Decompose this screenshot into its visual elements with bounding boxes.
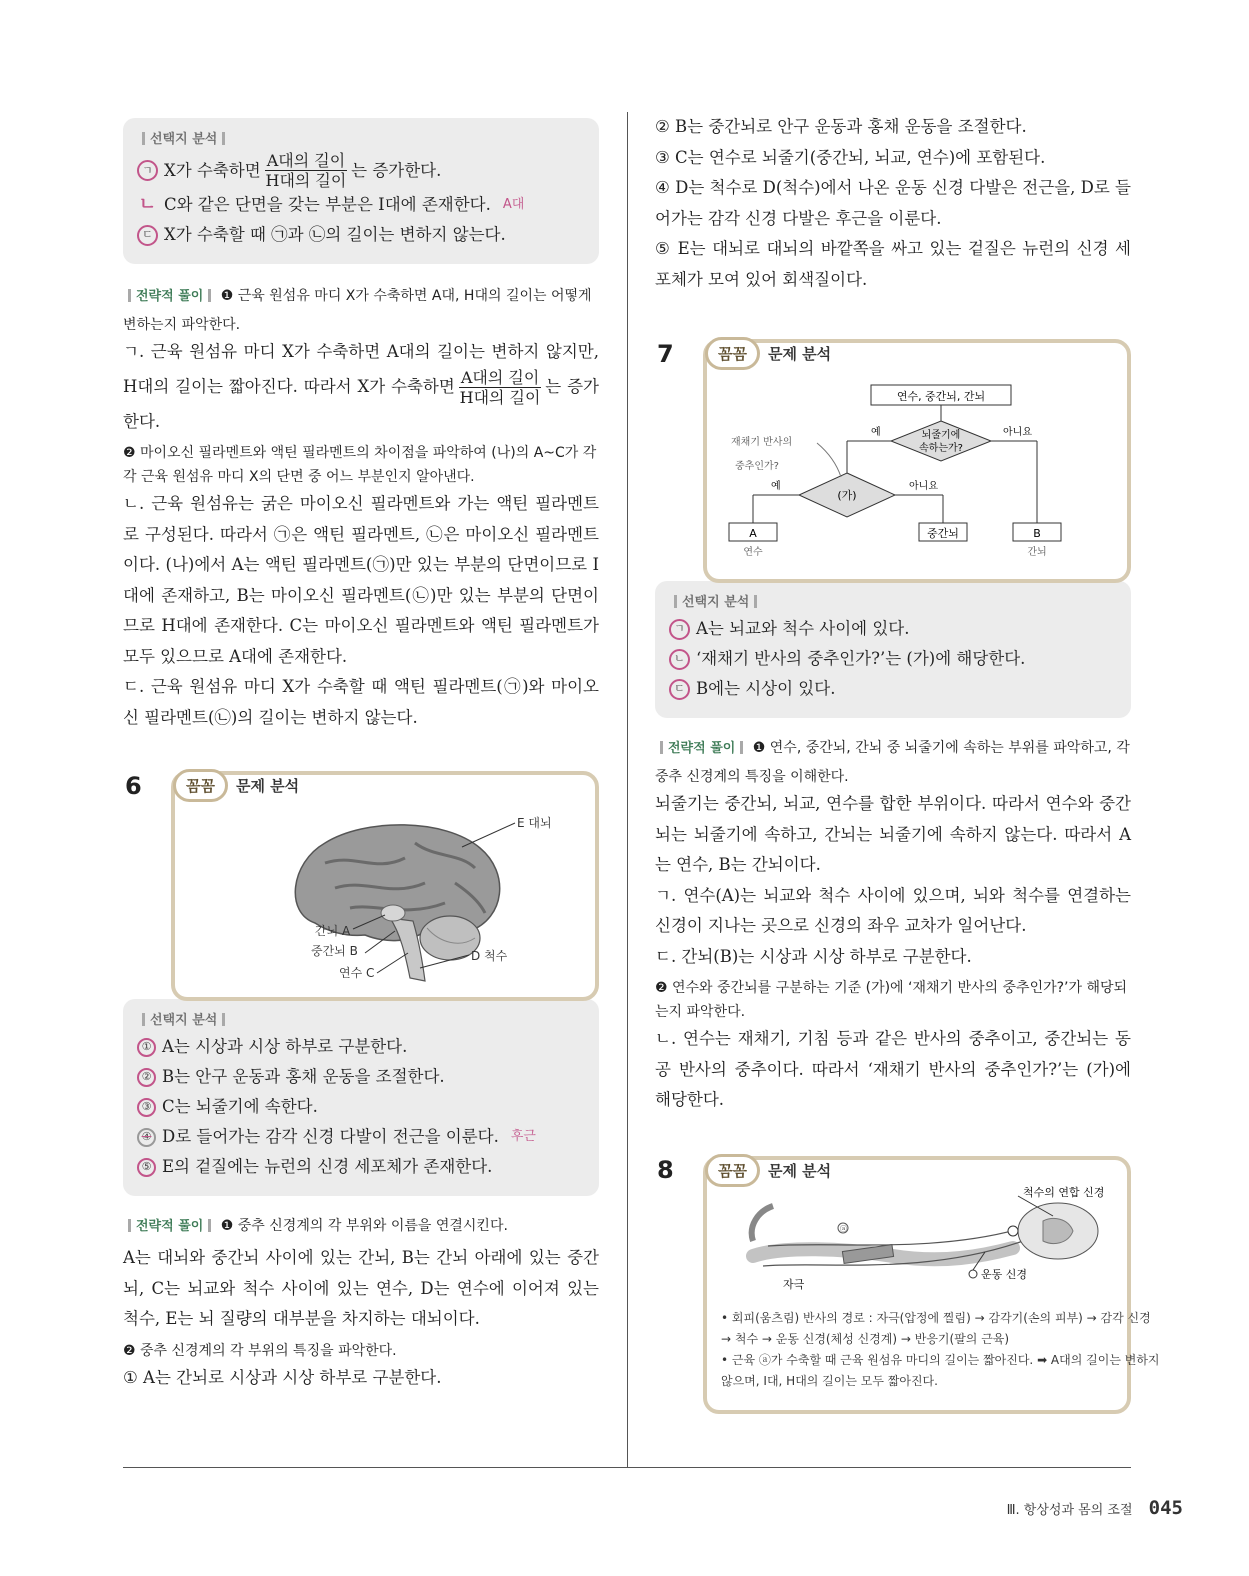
right-column: ② B는 중간뇌로 안구 운동과 홍채 운동을 조절한다. ③ C는 연수로 뇌줄기(중간뇌, 뇌교, 연수)에 포함된다. ④ D는 척수로 D(척수)에서 나온 운동 신경 다발은 전근을, D로 들어가는 감각 신경 다발은 후근을 이룬다. ⑤ E는 대뇌로 대뇌의 바깥쪽을 싸고 있는 겉질은 뉴런의 신경 세포체가 모여 있어 회색질이다. 7 꼼꼼 문제 분석 연수, 중간뇌, 간뇌 뇌줄기에 속하는가? 예 아니요 (가) 예 아니요 재채기 반사의 중추인가? A 연수 중간뇌 B 간뇌 선택지 분석 ㄱ A는 뇌교와 척수 사이에 있다. ㄴ ‘재채기 반사의 중추인가?’는 (가)에 해당한다. ㄷ B에는 시상이 있다. 전략적 풀이 ❶ 연수, 중간뇌, 간뇌 중 뇌줄기에 속하는 부위를 파악하고, 각 중추 신경계의 특징을 이해한다. 뇌줄기는 중간뇌, 뇌교, 연수를 합한 부위이다. 따라서 연수와 중간뇌는 뇌줄기에 속하고, 간뇌는 뇌줄기에 속하지 않는다. 따라서 A는 연수, B는 간뇌이다. ㄱ. 연수(A)는 뇌교와 척수 사이에 있으며, 뇌와 척수를 연결하는 신경이 지나는 곳으로 신경의 좌우 교차가 일어난다. ㄷ. 간뇌(B)는 시상과 시상 하부로 구분한다. ❷ 연수와 중간뇌를 구분하는 기준 (가)에 ‘재채기 반사의 중추인가?’가 해당되는지 파악한다. ㄴ. 연수는 재채기, 기침 등과 같은 반사의 중추이고, 중간뇌는 동공 반사의 중추이다. 따라서 ‘재채기 반사의 중추인가?’는 (가)에 해당한다. 8 꼼꼼 문제 분석 ⓐ 척수의 연합 신경 자극 운동 신경 • 회피(움츠림) 반사의 경로 : 자극(압정에 찔림) → 감각기(손의 피부) → 감각 신경 → 척수 → 운동 신경(체성 신경계) → 반응기(팔의 근육) • 근육 ⓐ가 수축할 때 근육 원섬유 마디의 길이는 짧아진다. ➡ A대의 길이는 변하지 않으며, I대, H대의 길이는 모두 짧아진다. xyxy=(655,112,1131,1414)
circled-mark: ㄱ xyxy=(137,160,158,181)
crossed-mark: ㄴ xyxy=(138,194,157,215)
choice-option-3: ③ C는 뇌줄기에 속한다. xyxy=(137,1092,585,1122)
flowchart xyxy=(711,373,1131,573)
svg-text:(가): (가) xyxy=(837,489,857,502)
left-column xyxy=(123,112,599,1393)
svg-text:중간뇌: 중간뇌 xyxy=(927,527,959,540)
svg-text:아니요: 아니요 xyxy=(909,481,938,492)
label-c: 연수 C xyxy=(339,966,375,980)
choice-option-1: ① A는 시상과 시상 하부로 구분한다. xyxy=(137,1032,585,1062)
correction-note: A대 xyxy=(502,197,525,212)
svg-text:B: B xyxy=(1033,527,1041,540)
choice-option-1: ㄱ A는 뇌교와 척수 사이에 있다. xyxy=(669,614,1117,644)
circled-mark: ㄷ xyxy=(137,225,158,246)
choice-analysis-box-7: 선택지 분석 ㄱ A는 뇌교와 척수 사이에 있다. ㄴ ‘재채기 반사의 중추인가?’는 (가)에 해당한다. ㄷ B에는 시상이 있다. xyxy=(655,581,1131,718)
choice-option-1: ㄱ X가 수축하면 $\frac{\text{A대의 길이}}{\text{H대의 길이}}$ 는 증가한다. xyxy=(137,151,585,190)
fraction: $\frac{\text{A대의 길이}}{\text{H대의 길이}}$ xyxy=(459,367,541,407)
svg-text:자극: 자극 xyxy=(783,1277,805,1291)
reflex-arc-illustration xyxy=(723,1186,1123,1296)
choice-option-2: ㄴ C와 같은 단면을 갖는 부분은 I대에 존재한다. A대 xyxy=(137,190,585,220)
svg-text:아니요: 아니요 xyxy=(1003,427,1032,438)
svg-text:연수: 연수 xyxy=(743,547,763,558)
problem-7 xyxy=(655,339,1131,718)
label-a: 간뇌 A xyxy=(315,924,351,938)
svg-text:척수의 연합 신경: 척수의 연합 신경 xyxy=(1023,1185,1105,1199)
choice-analysis-box-5 xyxy=(123,118,599,264)
choice-analysis-box-6: 선택지 분석 ① A는 시상과 시상 하부로 구분한다. ② B는 안구 운동과 홍채 운동을 조절한다. ③ C는 뇌줄기에 속한다. ④ D로 들어가는 감각 신경 다발이 전근을 이룬다. 후근 ⑤ E의 겉질에는 뉴런의 신경 세포체가 존재한다. xyxy=(123,999,599,1196)
flow-start: 연수, 중간뇌, 간뇌 xyxy=(896,390,986,403)
section-title: Ⅲ. 항상성과 몸의 조절 xyxy=(1006,1503,1133,1518)
column-divider xyxy=(627,112,628,1467)
bottom-rule xyxy=(123,1467,1131,1468)
label-b: 중간뇌 B xyxy=(311,944,358,958)
svg-text:ⓐ: ⓐ xyxy=(840,1224,847,1233)
svg-text:중추인가?: 중추인가? xyxy=(735,461,779,472)
svg-text:운동 신경: 운동 신경 xyxy=(981,1267,1028,1281)
brain-illustration xyxy=(215,803,635,993)
choice-option-4: ④ D로 들어가는 감각 신경 다발이 전근을 이룬다. 후근 xyxy=(137,1122,585,1152)
page-number: 045 xyxy=(1148,1497,1183,1519)
problem-6-frame xyxy=(125,771,599,1001)
label-d: D 척수 xyxy=(471,949,508,963)
strategy-solution-7: 전략적 풀이 ❶ 연수, 중간뇌, 간뇌 중 뇌줄기에 속하는 부위를 파악하고, 각 중추 신경계의 특징을 이해한다. 뇌줄기는 중간뇌, 뇌교, 연수를 합한 부위이다. 따라서 연수와 중간뇌는 뇌줄기에 속하고, 간뇌는 뇌줄기에 속하지 않는다. 따라서 A는 연수, B는 간뇌이다. ㄱ. 연수(A)는 뇌교와 척수 사이에 있으며, 뇌와 척수를 연결하는 신경이 지나는 곳으로 신경의 좌우 교차가 일어난다. ㄷ. 간뇌(B)는 시상과 시상 하부로 구분한다. ❷ 연수와 중간뇌를 구분하는 기준 (가)에 ‘재채기 반사의 중추인가?’가 해당되는지 파악한다. ㄴ. 연수는 재채기, 기침 등과 같은 반사의 중추이고, 중간뇌는 동공 반사의 중추이다. 따라서 ‘재채기 반사의 중추인가?’는 (가)에 해당한다. xyxy=(655,736,1131,1116)
choice-analysis-tag: 선택지 분석 xyxy=(137,128,230,147)
page-footer xyxy=(1007,1497,1183,1519)
strategy-tag: 전략적 풀이 xyxy=(123,285,216,309)
svg-text:예: 예 xyxy=(871,427,881,438)
choice-option-3: ㄷ X가 수축할 때 ㉠과 ㉡의 길이는 변하지 않는다. xyxy=(137,220,585,250)
strategy-solution-6: 전략적 풀이 ❶ 중추 신경계의 각 부위와 이름을 연결시킨다. A는 대뇌와 중간뇌 사이에 있는 간뇌, B는 간뇌 아래에 있는 중간뇌, C는 뇌교와 척수 사이에 있는 연수, D는 연수에 이어져 있는 척수, E는 뇌 질량의 대부분을 차지하는 대뇌이다. ❷ 중추 신경계의 각 부위의 특징을 파악한다. ① A는 간뇌로 시상과 시상 하부로 구분한다. xyxy=(123,1214,599,1393)
problem-6 xyxy=(123,771,599,1196)
svg-text:예: 예 xyxy=(771,481,781,492)
choice-option-2: ② B는 안구 운동과 홍채 운동을 조절한다. xyxy=(137,1062,585,1092)
problem-8 xyxy=(655,1156,1160,1414)
svg-text:속하는가?: 속하는가? xyxy=(919,443,963,454)
choice-option-3: ㄷ B에는 시상이 있다. xyxy=(669,674,1117,704)
svg-text:재채기 반사의: 재채기 반사의 xyxy=(731,437,793,448)
svg-text:A: A xyxy=(749,527,757,540)
svg-text:뇌줄기에: 뇌줄기에 xyxy=(921,430,961,441)
problem-title: 문제 분석 xyxy=(235,777,300,795)
label-e: E 대뇌 xyxy=(517,816,552,830)
problem-number: 6 xyxy=(125,771,142,800)
problem-8-frame: 8 꼼꼼 문제 분석 ⓐ 척수의 연합 신경 자극 운동 신경 • 회피(움츠림) 반사의 경로 : 자극(압정에 찔림) → 감각기(손의 피부) → 감각 신경 → 척수 → 운동 신경(체성 신경계) → 반응기(팔의 근육) • 근육 ⓐ가 수축할 때 근육 원섬유 마디의 길이는 짧아진다. ➡ A대의 길이는 변하지 않으며, I대, H대의 길이는 모두 짧아진다. xyxy=(703,1156,1131,1414)
svg-text:간뇌: 간뇌 xyxy=(1027,547,1047,558)
choice-option-2: ㄴ ‘재채기 반사의 중추인가?’는 (가)에 해당한다. xyxy=(669,644,1117,674)
strategy-solution-5: 전략적 풀이 ❶ 근육 원섬유 마디 X가 수축하면 A대, H대의 길이는 어떻게 변하는지 파악한다. ㄱ. 근육 원섬유 마디 X가 수축하면 A대의 길이는 변하지 않지만, H대의 길이는 짧아진다. 따라서 X가 수축하면 $\frac{\text{A대의 길이}}{\text{H대의 길이}}$ 는 증가한다. ❷ 마이오신 필라멘트와 액틴 필라멘트의 차이점을 파악하여 (나)의 A~C가 각각 근육 원섬유 마디 X의 단면 중 어느 부분인지 알아낸다. ㄴ. 근육 원섬유는 굵은 마이오신 필라멘트와 가는 액틴 필라멘트로 구성된다. 따라서 ㉠은 액틴 필라멘트, ㉡은 마이오신 필라멘트이다. (나)에서 A는 액틴 필라멘트(㉠)만 있는 부분의 단면이므로 I대에 존재하고, B는 마이오신 필라멘트(㉡)만 있는 부분의 단면이므로 H대에 존재한다. C는 마이오신 필라멘트와 액틴 필라멘트가 모두 있으므로 A대에 존재한다. ㄷ. 근육 원섬유 마디 X가 수축할 때 액틴 필라멘트(㉠)와 마이오신 필라멘트(㉡)의 길이는 변하지 않는다. xyxy=(123,284,599,733)
fraction: $\frac{\text{A대의 길이}}{\text{H대의 길이}}$ xyxy=(265,151,347,190)
problem-7-frame: 7 꼼꼼 문제 분석 연수, 중간뇌, 간뇌 뇌줄기에 속하는가? 예 아니요 (가) 예 아니요 재채기 반사의 중추인가? A 연수 중간뇌 B 간뇌 xyxy=(703,339,1131,583)
choice-option-5: ⑤ E의 겉질에는 뉴런의 신경 세포체가 존재한다. xyxy=(137,1152,585,1182)
kkomkkom-badge: 꼼꼼 xyxy=(173,769,228,802)
